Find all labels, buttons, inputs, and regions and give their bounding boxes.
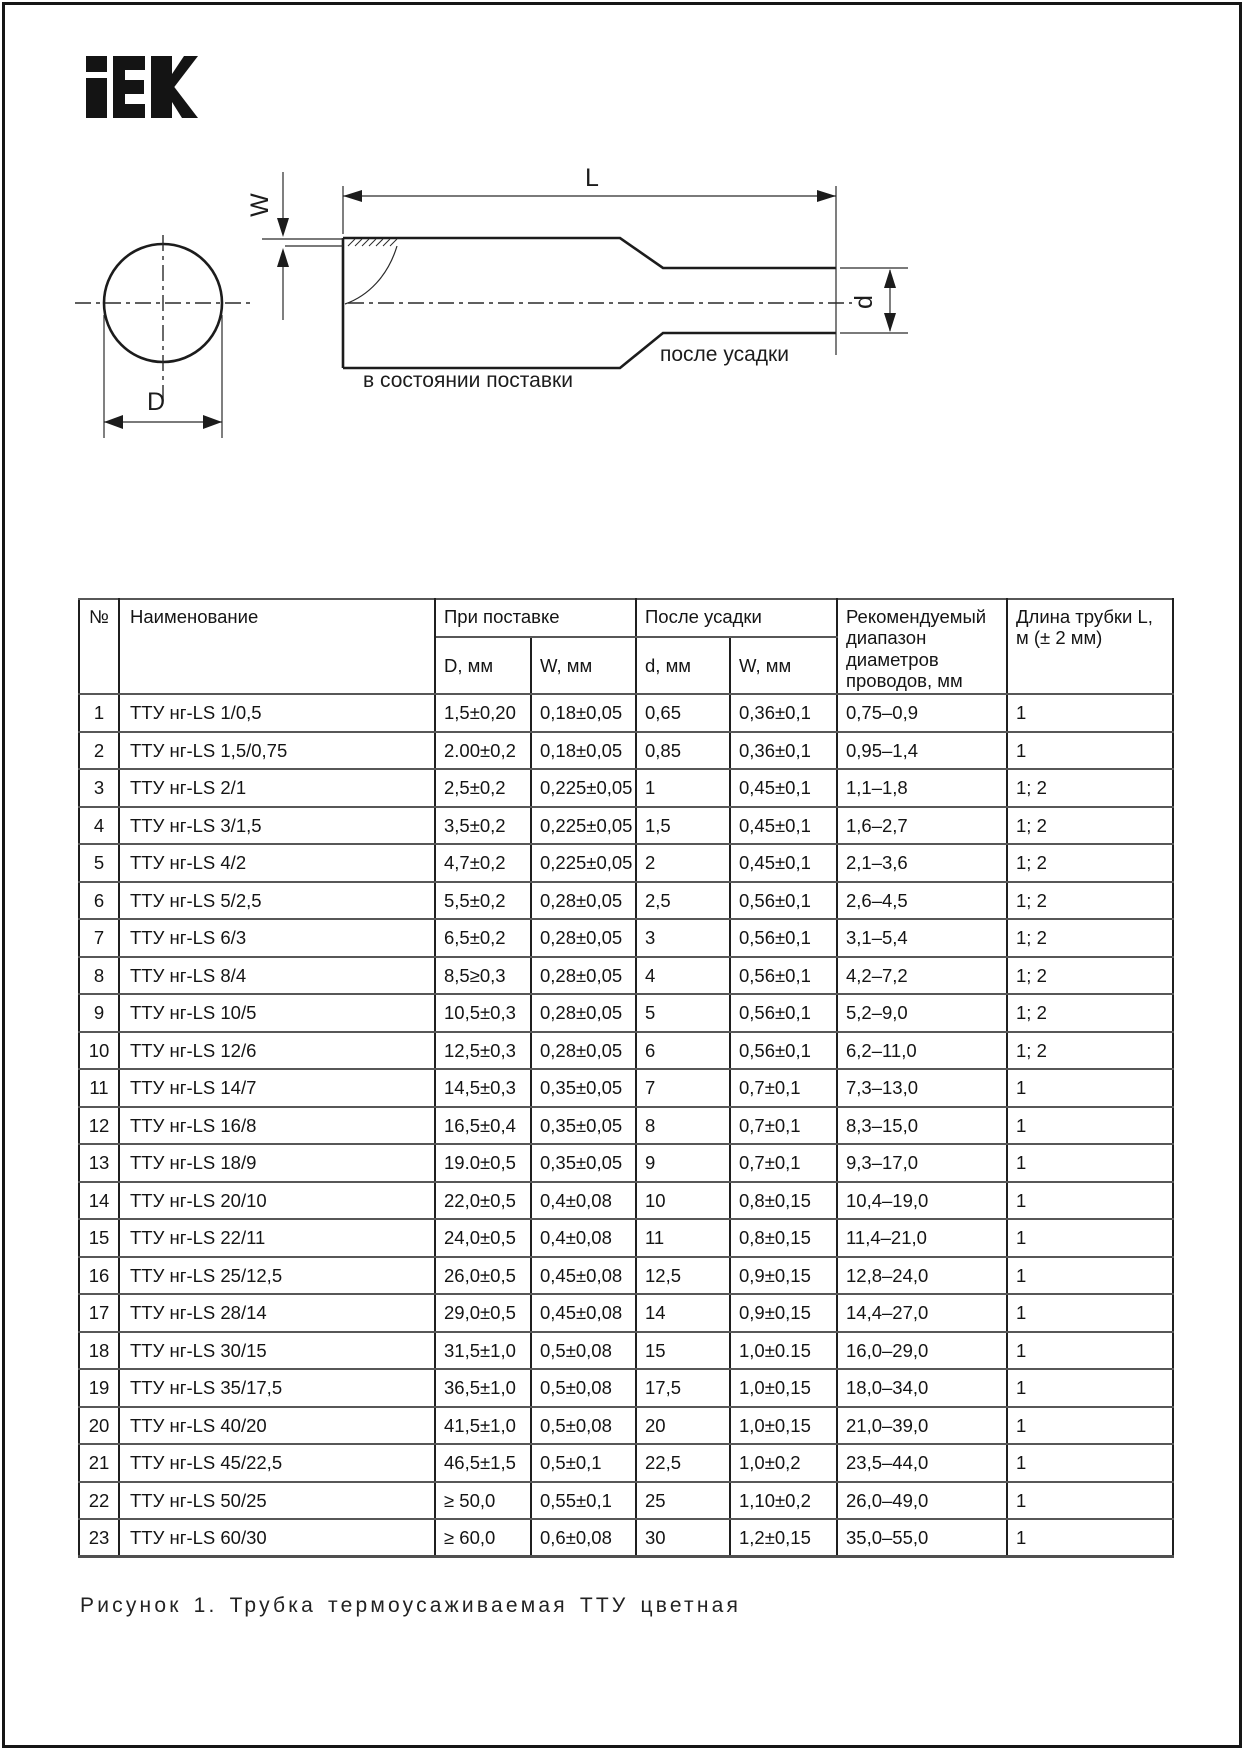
row-number-cell: 23 [79, 1519, 119, 1557]
tube-length-cell: 1 [1007, 1519, 1173, 1557]
d-supplied-cell: 6,5±0,2 [435, 919, 531, 957]
wire-range-cell: 2,6–4,5 [837, 882, 1007, 920]
w-supplied-cell: 0,5±0,1 [531, 1444, 636, 1482]
wire-range-cell: 21,0–39,0 [837, 1407, 1007, 1445]
w-supplied-cell: 0,5±0,08 [531, 1332, 636, 1370]
w-after-cell: 0,56±0,1 [730, 957, 837, 995]
w-supplied-cell: 0,55±0,1 [531, 1482, 636, 1520]
tube-length-cell: 1 [1007, 1219, 1173, 1257]
product-name-cell: ТТУ нг-LS 1/0,5 [119, 694, 435, 732]
d-after-cell: 12,5 [636, 1257, 730, 1295]
spec-table [78, 598, 1174, 1558]
w-after-cell: 0,56±0,1 [730, 919, 837, 957]
col-header-wire-range: Рекомендуемый диапазон диаметров проводов, мм [837, 599, 1007, 694]
wire-range-cell: 7,3–13,0 [837, 1069, 1007, 1107]
d-supplied-cell: 26,0±0,5 [435, 1257, 531, 1295]
dim-label-w: W [246, 193, 274, 217]
product-name-cell: ТТУ нг-LS 5/2,5 [119, 882, 435, 920]
d-supplied-cell: 3,5±0,2 [435, 807, 531, 845]
row-number-cell: 2 [79, 732, 119, 770]
d-after-cell: 2 [636, 844, 730, 882]
row-number-cell: 14 [79, 1182, 119, 1220]
w-supplied-cell: 0,28±0,05 [531, 1032, 636, 1070]
wire-range-cell: 2,1–3,6 [837, 844, 1007, 882]
d-after-cell: 30 [636, 1519, 730, 1557]
w-supplied-cell: 0,225±0,05 [531, 807, 636, 845]
w-supplied-cell: 0,4±0,08 [531, 1182, 636, 1220]
row-number-cell: 9 [79, 994, 119, 1032]
w-supplied-cell: 0,35±0,05 [531, 1107, 636, 1145]
d-supplied-cell: 4,7±0,2 [435, 844, 531, 882]
d-after-cell: 20 [636, 1407, 730, 1445]
row-number-cell: 19 [79, 1369, 119, 1407]
product-name-cell: ТТУ нг-LS 16/8 [119, 1107, 435, 1145]
d-supplied-cell: ≥ 50,0 [435, 1482, 531, 1520]
figure-caption: Рисунок 1. Трубка термоусаживаемая ТТУ цветная [80, 1594, 742, 1617]
w-after-cell: 0,9±0,15 [730, 1294, 837, 1332]
w-supplied-cell: 0,35±0,05 [531, 1069, 636, 1107]
w-supplied-cell: 0,225±0,05 [531, 844, 636, 882]
table-row [79, 1032, 1173, 1070]
tube-length-cell: 1 [1007, 1294, 1173, 1332]
product-name-cell: ТТУ нг-LS 10/5 [119, 994, 435, 1032]
d-supplied-cell: ≥ 60,0 [435, 1519, 531, 1557]
d-after-cell: 6 [636, 1032, 730, 1070]
row-number-cell: 12 [79, 1107, 119, 1145]
d-supplied-cell: 12,5±0,3 [435, 1032, 531, 1070]
w-after-cell: 1,0±0,15 [730, 1369, 837, 1407]
w-after-cell: 0,8±0,15 [730, 1219, 837, 1257]
w-after-cell: 0,45±0,1 [730, 807, 837, 845]
d-after-cell: 15 [636, 1332, 730, 1370]
w-supplied-cell: 0,18±0,05 [531, 694, 636, 732]
tube-length-cell: 1 [1007, 1369, 1173, 1407]
logo-k-upper-arm [172, 56, 198, 90]
tube-length-cell: 1 [1007, 1444, 1173, 1482]
product-name-cell: ТТУ нг-LS 60/30 [119, 1519, 435, 1557]
row-number-cell: 16 [79, 1257, 119, 1295]
wire-range-cell: 3,1–5,4 [837, 919, 1007, 957]
product-name-cell: ТТУ нг-LS 2/1 [119, 769, 435, 807]
dim-label-l: L [585, 164, 599, 192]
w-supplied-cell: 0,5±0,08 [531, 1407, 636, 1445]
d-supplied-cell: 14,5±0,3 [435, 1069, 531, 1107]
d-supplied-cell: 19.0±0,5 [435, 1144, 531, 1182]
row-number-cell: 1 [79, 694, 119, 732]
col-header-number: № [79, 599, 119, 694]
table-row [79, 844, 1173, 882]
product-name-cell: ТТУ нг-LS 28/14 [119, 1294, 435, 1332]
d-supplied-cell: 5,5±0,2 [435, 882, 531, 920]
d-supplied-cell: 46,5±1,5 [435, 1444, 531, 1482]
table-row [79, 1294, 1173, 1332]
d-after-cell: 1,5 [636, 807, 730, 845]
table-row [79, 1107, 1173, 1145]
table-row [79, 1519, 1173, 1557]
product-name-cell: ТТУ нг-LS 8/4 [119, 957, 435, 995]
product-name-cell: ТТУ нг-LS 6/3 [119, 919, 435, 957]
table-row [79, 807, 1173, 845]
w-after-cell: 0,7±0,1 [730, 1107, 837, 1145]
table-row [79, 957, 1173, 995]
table-row [79, 1407, 1173, 1445]
label-supplied-state: в состоянии поставки [363, 369, 573, 392]
row-number-cell: 20 [79, 1407, 119, 1445]
col-header-d-after: d, мм [636, 637, 730, 694]
product-name-cell: ТТУ нг-LS 20/10 [119, 1182, 435, 1220]
dim-label-small-d: d [850, 295, 878, 309]
logo-i-stem [86, 78, 107, 118]
d-supplied-cell: 29,0±0,5 [435, 1294, 531, 1332]
wire-range-cell: 6,2–11,0 [837, 1032, 1007, 1070]
w-supplied-cell: 0,45±0,08 [531, 1294, 636, 1332]
table-row [79, 769, 1173, 807]
w-supplied-cell: 0,6±0,08 [531, 1519, 636, 1557]
table-row [79, 1144, 1173, 1182]
w-supplied-cell: 0,5±0,08 [531, 1369, 636, 1407]
d-after-cell: 8 [636, 1107, 730, 1145]
table-row [79, 1257, 1173, 1295]
tube-length-cell: 1 [1007, 1257, 1173, 1295]
row-number-cell: 3 [79, 769, 119, 807]
tube-length-cell: 1; 2 [1007, 882, 1173, 920]
logo-i-dot [86, 56, 107, 72]
d-after-cell: 10 [636, 1182, 730, 1220]
w-after-cell: 0,36±0,1 [730, 732, 837, 770]
row-number-cell: 4 [79, 807, 119, 845]
product-diagram [0, 150, 1244, 460]
wire-range-cell: 5,2–9,0 [837, 994, 1007, 1032]
col-header-w-after: W, мм [730, 637, 837, 694]
col-group-after-shrink: После усадки [636, 599, 837, 637]
w-supplied-cell: 0,28±0,05 [531, 957, 636, 995]
wire-range-cell: 16,0–29,0 [837, 1332, 1007, 1370]
table-row [79, 994, 1173, 1032]
logo-k-lower-arm [172, 84, 198, 118]
wire-range-cell: 12,8–24,0 [837, 1257, 1007, 1295]
tube-length-cell: 1; 2 [1007, 994, 1173, 1032]
wire-range-cell: 0,95–1,4 [837, 732, 1007, 770]
d-supplied-cell: 10,5±0,3 [435, 994, 531, 1032]
d-supplied-cell: 2,5±0,2 [435, 769, 531, 807]
product-name-cell: ТТУ нг-LS 12/6 [119, 1032, 435, 1070]
d-after-cell: 5 [636, 994, 730, 1032]
col-header-w-supplied: W, мм [531, 637, 636, 694]
d-after-cell: 22,5 [636, 1444, 730, 1482]
product-name-cell: ТТУ нг-LS 40/20 [119, 1407, 435, 1445]
w-after-cell: 0,45±0,1 [730, 769, 837, 807]
w-after-cell: 0,9±0,15 [730, 1257, 837, 1295]
w-after-cell: 0,45±0,1 [730, 844, 837, 882]
table-row [79, 1444, 1173, 1482]
cutaway-curve [345, 246, 397, 304]
tube-length-cell: 1 [1007, 1482, 1173, 1520]
d-supplied-cell: 8,5≥0,3 [435, 957, 531, 995]
wire-range-cell: 26,0–49,0 [837, 1482, 1007, 1520]
d-after-cell: 9 [636, 1144, 730, 1182]
product-name-cell: ТТУ нг-LS 25/12,5 [119, 1257, 435, 1295]
product-name-cell: ТТУ нг-LS 3/1,5 [119, 807, 435, 845]
tube-length-cell: 1 [1007, 694, 1173, 732]
d-after-cell: 11 [636, 1219, 730, 1257]
d-supplied-cell: 16,5±0,4 [435, 1107, 531, 1145]
wire-range-cell: 1,6–2,7 [837, 807, 1007, 845]
row-number-cell: 18 [79, 1332, 119, 1370]
tube-length-cell: 1; 2 [1007, 769, 1173, 807]
wire-range-cell: 18,0–34,0 [837, 1369, 1007, 1407]
tube-length-cell: 1; 2 [1007, 844, 1173, 882]
product-name-cell: ТТУ нг-LS 50/25 [119, 1482, 435, 1520]
col-group-supplied: При поставке [435, 599, 636, 637]
d-after-cell: 7 [636, 1069, 730, 1107]
w-supplied-cell: 0,45±0,08 [531, 1257, 636, 1295]
product-name-cell: ТТУ нг-LS 35/17,5 [119, 1369, 435, 1407]
row-number-cell: 21 [79, 1444, 119, 1482]
product-name-cell: ТТУ нг-LS 4/2 [119, 844, 435, 882]
table-row [79, 1219, 1173, 1257]
product-name-cell: ТТУ нг-LS 18/9 [119, 1144, 435, 1182]
tube-length-cell: 1 [1007, 1144, 1173, 1182]
w-after-cell: 0,7±0,1 [730, 1069, 837, 1107]
tube-length-cell: 1 [1007, 1332, 1173, 1370]
product-name-cell: ТТУ нг-LS 22/11 [119, 1219, 435, 1257]
row-number-cell: 5 [79, 844, 119, 882]
d-after-cell: 3 [636, 919, 730, 957]
table-row [79, 694, 1173, 732]
product-name-cell: ТТУ нг-LS 45/22,5 [119, 1444, 435, 1482]
product-name-cell: ТТУ нг-LS 30/15 [119, 1332, 435, 1370]
d-after-cell: 2,5 [636, 882, 730, 920]
spec-table-body [79, 694, 1173, 1557]
w-after-cell: 0,56±0,1 [730, 1032, 837, 1070]
wire-range-cell: 4,2–7,2 [837, 957, 1007, 995]
wire-range-cell: 8,3–15,0 [837, 1107, 1007, 1145]
row-number-cell: 22 [79, 1482, 119, 1520]
label-after-shrink: после усадки [660, 343, 789, 366]
tube-length-cell: 1; 2 [1007, 919, 1173, 957]
d-after-cell: 25 [636, 1482, 730, 1520]
table-row [79, 919, 1173, 957]
row-number-cell: 15 [79, 1219, 119, 1257]
row-number-cell: 7 [79, 919, 119, 957]
row-number-cell: 11 [79, 1069, 119, 1107]
d-supplied-cell: 22,0±0,5 [435, 1182, 531, 1220]
w-after-cell: 0,8±0,15 [730, 1182, 837, 1220]
row-number-cell: 17 [79, 1294, 119, 1332]
row-number-cell: 13 [79, 1144, 119, 1182]
tube-length-cell: 1 [1007, 1407, 1173, 1445]
d-after-cell: 0,85 [636, 732, 730, 770]
d-supplied-cell: 2.00±0,2 [435, 732, 531, 770]
wall-hatching [348, 239, 397, 246]
table-row [79, 1182, 1173, 1220]
tube-profile-top [343, 238, 836, 268]
w-supplied-cell: 0,28±0,05 [531, 919, 636, 957]
w-after-cell: 1,10±0,2 [730, 1482, 837, 1520]
w-supplied-cell: 0,18±0,05 [531, 732, 636, 770]
w-after-cell: 0,56±0,1 [730, 882, 837, 920]
iek-logo [86, 56, 198, 118]
header-row-groups [79, 599, 1173, 637]
d-supplied-cell: 36,5±1,0 [435, 1369, 531, 1407]
row-number-cell: 6 [79, 882, 119, 920]
tube-length-cell: 1; 2 [1007, 807, 1173, 845]
product-name-cell: ТТУ нг-LS 14/7 [119, 1069, 435, 1107]
table-row [79, 882, 1173, 920]
d-supplied-cell: 24,0±0,5 [435, 1219, 531, 1257]
d-after-cell: 4 [636, 957, 730, 995]
w-after-cell: 1,2±0,15 [730, 1519, 837, 1557]
d-after-cell: 17,5 [636, 1369, 730, 1407]
d-supplied-cell: 31,5±1,0 [435, 1332, 531, 1370]
w-after-cell: 0,56±0,1 [730, 994, 837, 1032]
tube-length-cell: 1 [1007, 732, 1173, 770]
w-supplied-cell: 0,4±0,08 [531, 1219, 636, 1257]
d-supplied-cell: 41,5±1,0 [435, 1407, 531, 1445]
wire-range-cell: 9,3–17,0 [837, 1144, 1007, 1182]
w-supplied-cell: 0,225±0,05 [531, 769, 636, 807]
d-supplied-cell: 1,5±0,20 [435, 694, 531, 732]
table-row [79, 1069, 1173, 1107]
wire-range-cell: 23,5–44,0 [837, 1444, 1007, 1482]
w-supplied-cell: 0,35±0,05 [531, 1144, 636, 1182]
logo-k-stem [151, 56, 172, 118]
w-after-cell: 1,0±0.15 [730, 1332, 837, 1370]
col-header-d-supplied: D, мм [435, 637, 531, 694]
table-row [79, 1369, 1173, 1407]
logo-e [113, 56, 145, 118]
w-after-cell: 0,7±0,1 [730, 1144, 837, 1182]
product-name-cell: ТТУ нг-LS 1,5/0,75 [119, 732, 435, 770]
table-row [79, 1482, 1173, 1520]
w-after-cell: 1,0±0,15 [730, 1407, 837, 1445]
row-number-cell: 10 [79, 1032, 119, 1070]
w-after-cell: 0,36±0,1 [730, 694, 837, 732]
tube-length-cell: 1 [1007, 1182, 1173, 1220]
d-after-cell: 1 [636, 769, 730, 807]
row-number-cell: 8 [79, 957, 119, 995]
d-after-cell: 0,65 [636, 694, 730, 732]
wire-range-cell: 14,4–27,0 [837, 1294, 1007, 1332]
wire-range-cell: 35,0–55,0 [837, 1519, 1007, 1557]
tube-length-cell: 1 [1007, 1107, 1173, 1145]
w-supplied-cell: 0,28±0,05 [531, 994, 636, 1032]
col-header-name: Наименование [119, 599, 435, 694]
wire-range-cell: 11,4–21,0 [837, 1219, 1007, 1257]
wire-range-cell: 10,4–19,0 [837, 1182, 1007, 1220]
wire-range-cell: 0,75–0,9 [837, 694, 1007, 732]
tube-length-cell: 1; 2 [1007, 957, 1173, 995]
dim-label-big-d: D [146, 388, 166, 416]
table-row [79, 1332, 1173, 1370]
wire-range-cell: 1,1–1,8 [837, 769, 1007, 807]
table-row [79, 732, 1173, 770]
tube-length-cell: 1; 2 [1007, 1032, 1173, 1070]
w-after-cell: 1,0±0,2 [730, 1444, 837, 1482]
tube-length-cell: 1 [1007, 1069, 1173, 1107]
d-after-cell: 14 [636, 1294, 730, 1332]
col-header-tube-length: Длина трубки L, м (± 2 мм) [1007, 599, 1173, 694]
w-supplied-cell: 0,28±0,05 [531, 882, 636, 920]
